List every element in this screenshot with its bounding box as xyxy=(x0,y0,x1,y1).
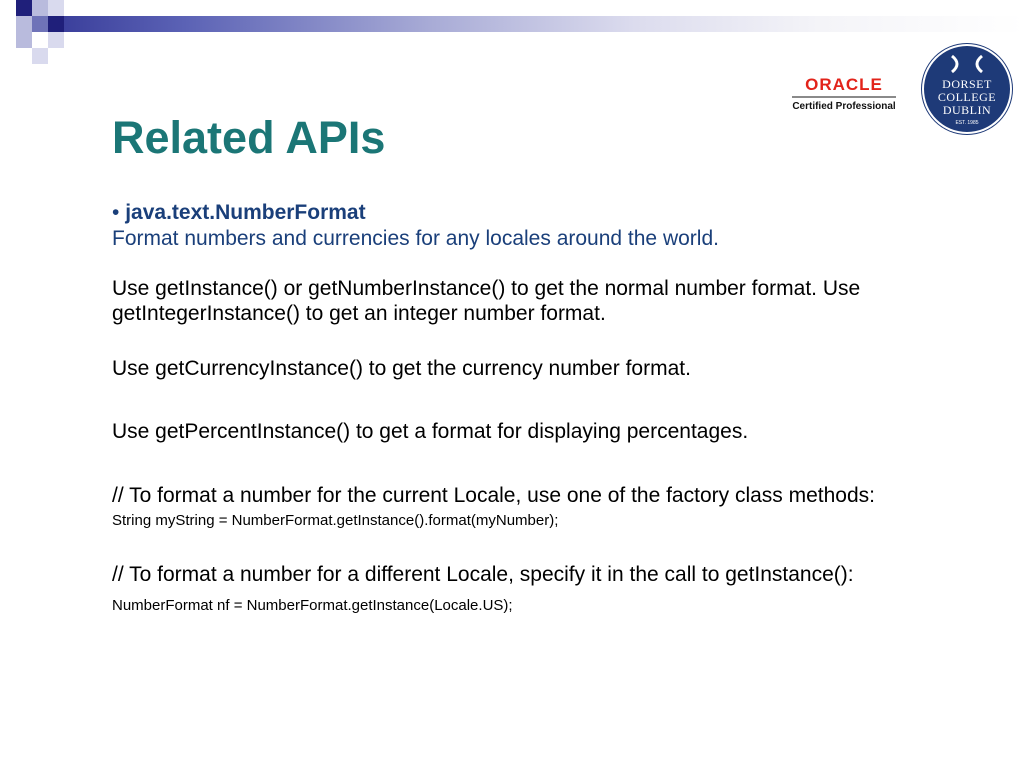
dorset-line-3: DUBLIN xyxy=(942,103,992,117)
bullet-marker: • xyxy=(112,201,120,224)
oracle-divider xyxy=(792,96,896,98)
example-2-code: NumberFormat nf = NumberFormat.getInstance(Locale.US); xyxy=(112,597,513,614)
decor-square xyxy=(16,32,32,48)
paragraph-currency-instance: Use getCurrencyInstance() to get the currency number format. xyxy=(112,357,691,380)
slide-content xyxy=(112,200,972,616)
bullet-class-name: java.text.NumberFormat xyxy=(125,201,366,224)
dorset-college-logo xyxy=(922,44,1012,134)
example-2-comment: // To format a number for a different Locale, specify it in the call to getInstance(): xyxy=(112,563,854,586)
paragraph-number-instance: Use getInstance() or getNumberInstance() to get the normal number format. Use getIntegerInstance() to get an integer number format. xyxy=(112,277,861,325)
decor-square xyxy=(48,32,64,48)
decor-square xyxy=(0,0,16,16)
dorset-line-1: DORSET xyxy=(942,77,992,91)
decor-square xyxy=(48,16,64,32)
example-1-code: String myString = NumberFormat.getInstance().format(myNumber); xyxy=(112,512,559,529)
dorset-emblem-icon xyxy=(950,54,984,74)
oracle-wordmark: ORACLE xyxy=(805,75,883,94)
decor-square xyxy=(32,0,48,16)
decor-square xyxy=(48,0,64,16)
decor-square xyxy=(32,48,48,64)
dorset-line-2: COLLEGE xyxy=(937,90,997,104)
example-1-comment: // To format a number for the current Locale, use one of the factory class methods: xyxy=(112,484,876,507)
decor-square xyxy=(32,16,48,32)
oracle-certification-text: Certified Professional xyxy=(792,101,896,112)
oracle-certified-logo xyxy=(788,76,900,116)
bullet-heading xyxy=(112,200,972,226)
header-band xyxy=(0,16,1024,32)
dorset-established: EST. 1985 xyxy=(955,120,979,126)
bullet-description: Format numbers and currencies for any locales around the world. xyxy=(112,227,719,250)
decor-square xyxy=(16,0,32,16)
decor-square xyxy=(16,16,32,32)
slide-title: Related APIs xyxy=(112,112,386,163)
paragraph-percent-instance: Use getPercentInstance() to get a format for displaying percentages. xyxy=(112,420,749,443)
decor-square xyxy=(0,16,16,32)
